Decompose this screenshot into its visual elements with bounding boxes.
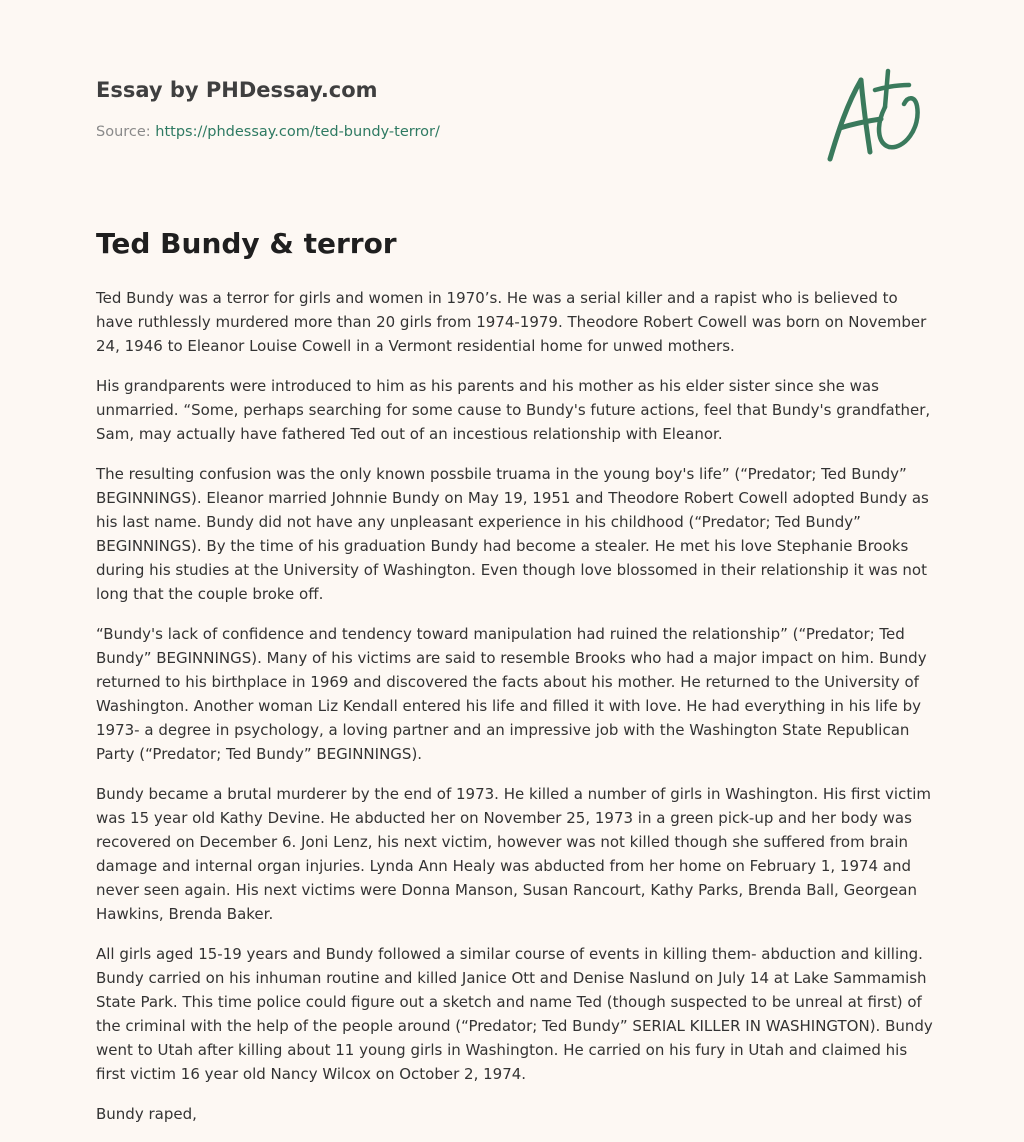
source-link[interactable]: https://phdessay.com/ted-bundy-terror/ [155, 124, 440, 140]
article-paragraph: Ted Bundy was a terror for girls and women in 1970’s. He was a serial killer and a rapist who is believed to have ruthlessly murdered more than 20 girls from 1974-1979. Theodore Robert Cowell was born on November 24, 1946 to Eleanor Louise Cowell in a Vermont residential home for unwed mothers. [96, 289, 927, 355]
article-paragraph: “Bundy's lack of confidence and tendency toward manipulation had ruined the relationship” (“Predator; Ted Bundy” BEGINNINGS). Many of his victims are said to resemble Brooks who had a major impact on him. Bundy returned to his birthplace in 1969 and discovered the facts about his mother. He returned to the University of Washington. Another woman Liz Kendall entered his life and filled it with love. He had everything in his life by 1973- a degree in psychology, a loving partner and an impressive job with the Washington State Republican Party (“Predator; Ted Bundy” BEGINNINGS). [96, 625, 927, 763]
article-paragraph: Bundy raped, [96, 1105, 197, 1123]
page-header [96, 74, 796, 142]
article-paragraph: All girls aged 15-19 years and Bundy followed a similar course of events in killing them- abduction and killing. Bundy carried on his inhuman routine and killed Janice Ott and Denise Naslund on July 14 at Lake Sammamish State Park. This time police could figure out a sketch and name Ted (though suspected to be unreal at first) of the criminal with the help of the people around (“Predator; Ted Bundy” SERIAL KILLER IN WASHINGTON). Bundy went to Utah after killing about 11 young girls in Washington. He carried on his fury in Utah and claimed his first victim 16 year old Nancy Wilcox on October 2, 1974. [96, 945, 933, 1083]
a-plus-logo-icon [822, 68, 927, 166]
article-body [96, 286, 936, 1142]
source-label: Source: [96, 124, 156, 140]
article-paragraph: Bundy became a brutal murderer by the end of 1973. He killed a number of girls in Washington. His first victim was 15 year old Kathy Devine. He abducted her on November 25, 1973 in a green pick-up and her body was recovered on December 6. Joni Lenz, his next victim, however was not killed though she suffered from brain damage and internal organ injuries. Lynda Ann Healy was abducted from her home on February 1, 1974 and never seen again. His next victims were Donna Manson, Susan Rancourt, Kathy Parks, Brenda Ball, Georgean Hawkins, Brenda Baker. [96, 785, 931, 923]
site-title: Essay by PHDessay.com [96, 78, 378, 102]
source-line [96, 122, 796, 142]
article-paragraph: His grandparents were introduced to him as his parents and his mother as his elder sister since she was unmarried. “Some, perhaps searching for some cause to Bundy's future actions, feel that Bundy's grandfather, Sam, may actually have fathered Ted out of an incestious relationship with Eleanor. [96, 377, 931, 443]
article-paragraph: The resulting confusion was the only known possbile truama in the young boy's life” (“Predator; Ted Bundy” BEGINNINGS). Eleanor married Johnnie Bundy on May 19, 1951 and Theodore Robert Cowell adopted Bundy as his last name. Bundy did not have any unpleasant experience in his childhood (“Predator; Ted Bundy” BEGINNINGS). By the time of his graduation Bundy had become a stealer. He met his love Stephanie Brooks during his studies at the University of Washington. Even though love blossomed in their relationship it was not long that the couple broke off. [96, 465, 929, 603]
article-title: Ted Bundy & terror [96, 227, 397, 260]
